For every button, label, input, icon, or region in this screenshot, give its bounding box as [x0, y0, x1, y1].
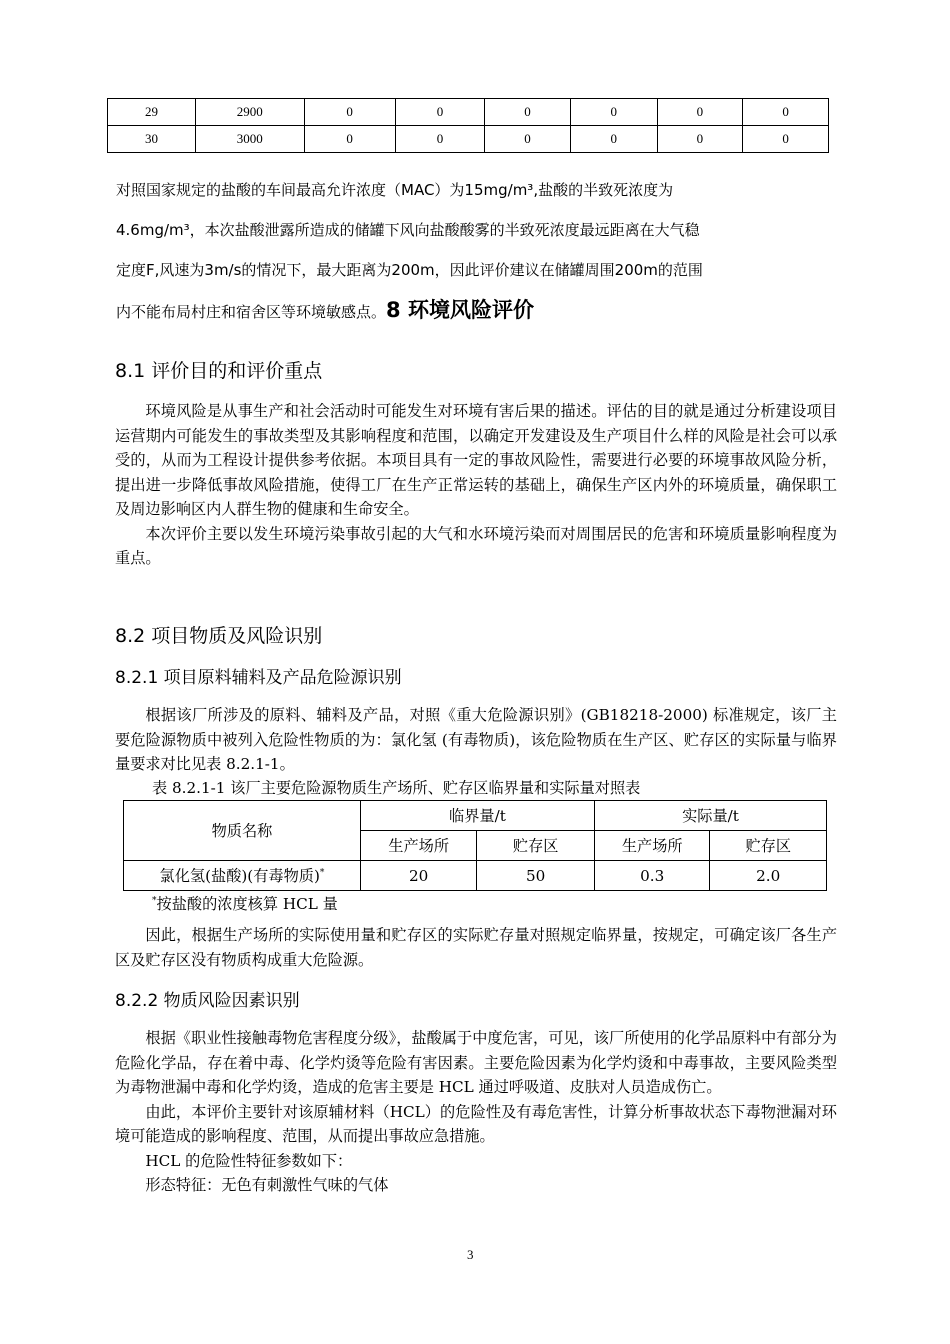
table-cell: 0	[485, 126, 571, 153]
table-cell: 0	[570, 126, 657, 153]
paragraph: HCL 的危险性特征参数如下：	[145, 1151, 353, 1170]
table-cell: 0	[657, 126, 743, 153]
section-heading-8-2: 8.2 项目物质及风险识别	[115, 625, 323, 647]
column-header: 贮存区	[477, 831, 595, 861]
table-cell: 2900	[196, 99, 304, 126]
table-cell: 50	[477, 861, 595, 891]
paragraph: 根据《职业性接触毒物危害程度分级》，盐酸属于中度危害，可见，该厂所使用的化学品原料中有部分为危险化学品，存在着中毒、化学灼烫等危险有害因素。主要危险因素为化学灼烫和中毒事故，主要风险类型为毒物泄漏中毒和化学灼烫，造成的危害主要是 HCL 通过呼吸道、皮肤对人员造成伤亡。	[115, 1029, 837, 1096]
paragraph: 形态特征：无色有刺激性气味的气体	[145, 1176, 389, 1194]
table-cell: 0	[304, 99, 395, 126]
table-cell: 0	[743, 99, 829, 126]
table-cell: 2.0	[710, 861, 827, 891]
table-header-row	[124, 801, 827, 831]
section-8-2-1-conclusion	[115, 923, 837, 972]
substance-name: 氯化氢(盐酸)(有毒物质)	[159, 867, 320, 885]
table-cell: 30	[108, 126, 196, 153]
section-8-2-2-body	[115, 1026, 837, 1198]
table-cell: 0	[395, 99, 484, 126]
paragraph: 根据该厂所涉及的原料、辅料及产品，对照《重大危险源识别》(GB18218-2000) 标准规定，该厂主要危险源物质中被列入危险性物质的为：氯化氢 (有毒物质)，该危险物质在生产区、贮存区的实际量与临界量要求对比见表 8.2.1-1。	[115, 706, 837, 773]
table-footnote	[152, 893, 338, 914]
section-8-1-body	[115, 399, 837, 571]
table-cell: 0.3	[594, 861, 710, 891]
table-cell: 0	[304, 126, 395, 153]
section-8-2-1-body	[115, 703, 837, 777]
conclusion-text: 内不能布局村庄和宿舍区等环境敏感点。	[116, 303, 387, 321]
table-cell: 0	[657, 99, 743, 126]
table-row	[108, 99, 829, 126]
table-cell: 3000	[196, 126, 304, 153]
paragraph: 因此，根据生产场所的实际使用量和贮存区的实际贮存量对照规定临界量，按规定，可确定该厂各生产区及贮存区没有物质构成重大危险源。	[115, 926, 837, 969]
conclusion-line: 4.6mg/m³，本次盐酸泄露所造成的储罐下风向盐酸酸雾的半致死浓度最远距离在大气稳	[116, 221, 700, 239]
conclusion-line	[116, 300, 846, 340]
column-group-header: 临界量/t	[360, 801, 594, 831]
page-number: 3	[467, 1247, 474, 1262]
column-header: 贮存区	[710, 831, 827, 861]
hazard-threshold-table	[123, 800, 827, 891]
subsection-heading-8-2-1: 8.2.1 项目原料辅料及产品危险源识别	[115, 668, 402, 688]
table-caption: 表 8.2.1-1 该厂主要危险源物质生产场所、贮存区临界量和实际量对照表	[152, 779, 641, 797]
table-cell: 0	[570, 99, 657, 126]
table-cell: 20	[360, 861, 477, 891]
column-header: 物质名称	[124, 801, 361, 861]
table-cell: 0	[743, 126, 829, 153]
table-cell: 29	[108, 99, 196, 126]
column-header: 生产场所	[360, 831, 477, 861]
conclusion-line: 对照国家规定的盐酸的车间最高允许浓度（MAC）为15mg/m³,盐酸的半致死浓度为	[116, 181, 674, 199]
paragraph: 由此，本评价主要针对该原辅材料（HCL）的危险性及有毒危害性，计算分析事故状态下毒物泄漏对环境可能造成的影响程度、范围，从而提出事故应急措施。	[115, 1102, 837, 1145]
table-cell: 0	[485, 99, 571, 126]
concentration-table-tail	[107, 98, 829, 153]
table-cell	[124, 861, 361, 891]
column-header: 生产场所	[594, 831, 710, 861]
chapter-title: 8 环境风险评价	[386, 298, 534, 322]
paragraph: 本次评价主要以发生环境污染事故引起的大气和水环境污染而对周围居民的危害和环境质量影响程度为重点。	[115, 524, 837, 567]
table-row	[124, 861, 827, 891]
subsection-heading-8-2-2: 8.2.2 物质风险因素识别	[115, 991, 300, 1011]
table-row	[108, 126, 829, 153]
conclusion-paragraph	[116, 180, 846, 340]
footnote-marker: *	[319, 867, 325, 878]
section-heading-8-1: 8.1 评价目的和评价重点	[115, 360, 323, 382]
conclusion-line: 定度F,风速为3m/s的情况下，最大距离为200m，因此评价建议在储罐周围200m的范围	[116, 261, 703, 279]
table-cell: 0	[395, 126, 484, 153]
footnote-marker: *	[152, 895, 157, 906]
paragraph: 环境风险是从事生产和社会活动时可能发生对环境有害后果的描述。评估的目的就是通过分析建设项目运营期内可能发生的事故类型及其影响程度和范围，以确定开发建设及生产项目什么样的风险是社会可以承受的，从而为工程设计提供参考依据。本项目具有一定的事故风险性，需要进行必要的环境事故风险分析，提出进一步降低事故风险措施，使得工厂在生产正常运转的基础上，确保生产区内外的环境质量，确保职工及周边影响区内人群生物的健康和生命安全。	[115, 402, 837, 518]
column-group-header: 实际量/t	[594, 801, 826, 831]
footnote-text: 按盐酸的浓度核算 HCL 量	[156, 895, 338, 913]
